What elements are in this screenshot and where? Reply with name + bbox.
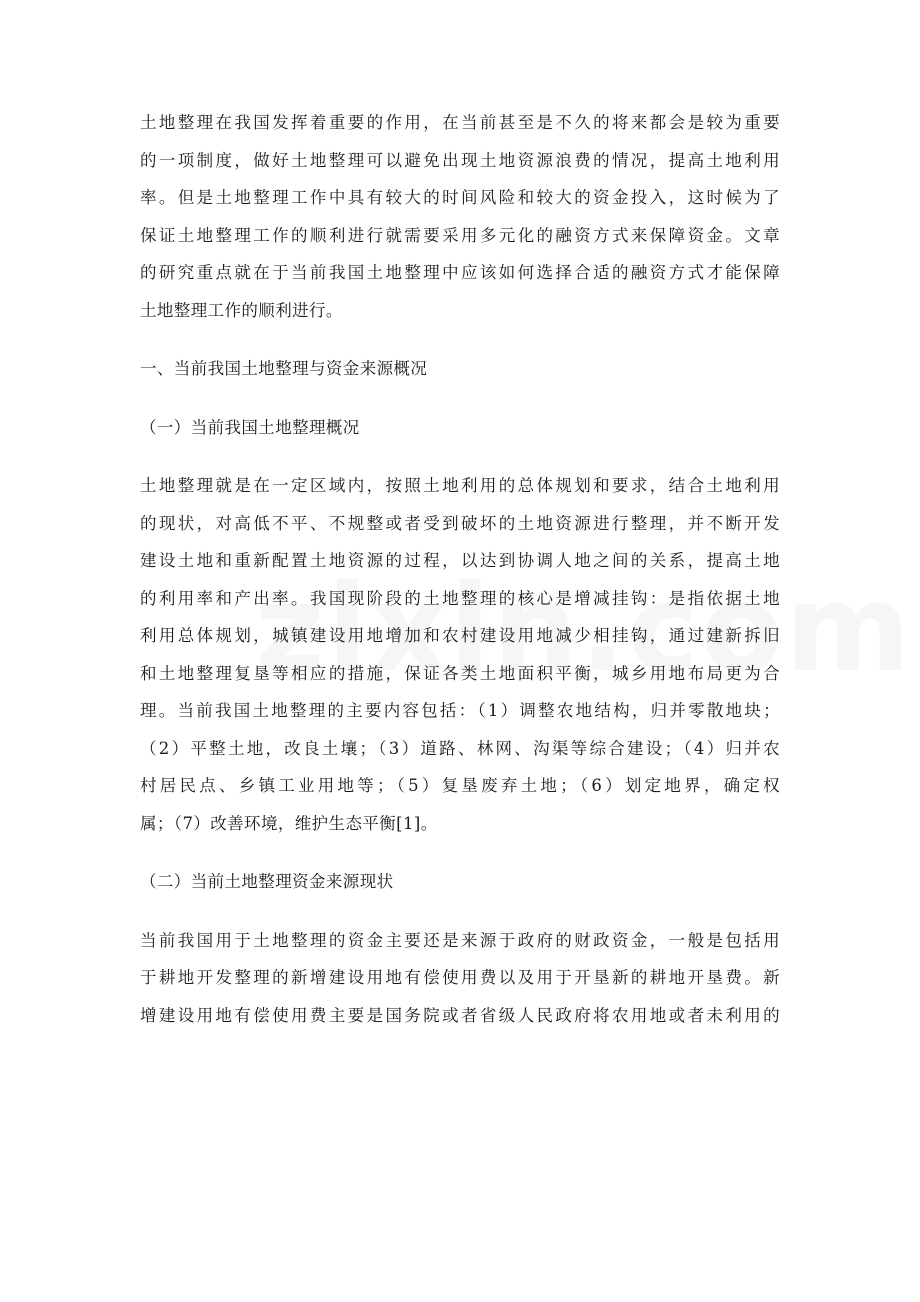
text-line: 土地整理在我国发挥着重要的作用，在当前甚至是不久的将来都会是较为重要	[140, 113, 780, 132]
text-line: 当前我国用于土地整理的资金主要还是来源于政府的财政资金，一般是包括用	[140, 930, 780, 950]
text-line: 属；（7）改善环境，维护生态平衡[1]。	[140, 813, 438, 833]
text-line: 土地整理工作的顺利进行。	[140, 300, 343, 320]
text-line: 保证土地整理工作的顺利进行就需要采用多元化的融资方式来保障资金。文章	[140, 225, 780, 245]
text-line: 和土地整理复垦等相应的措施，保证各类土地面积平衡，城乡用地布局更为合	[140, 663, 780, 683]
text-line: 土地整理就是在一定区域内，按照土地利用的总体规划和要求，结合土地利用	[140, 476, 780, 495]
text-line: 率。但是土地整理工作中具有较大的时间风险和较大的资金投入，这时候为了	[140, 188, 780, 207]
text-line: 的研究重点就在于当前我国土地整理中应该如何选择合适的融资方式才能保障	[140, 263, 780, 282]
text-line: 理。当前我国土地整理的主要内容包括：（1）调整农地结构，归并零散地块；	[140, 701, 780, 720]
text-line: （2）平整土地，改良土壤；（3）道路、林网、沟渠等综合建设；（4）归并农	[140, 738, 780, 758]
text-line: 增建设用地有偿使用费主要是国务院或者省级人民政府将农用地或者未利用的	[140, 1005, 780, 1025]
overview-paragraph	[140, 467, 780, 842]
text-line: 利用总体规划，城镇建设用地增加和农村建设用地减少相挂钩，通过建新拆旧	[140, 626, 780, 645]
text-line: 的利用率和产出率。我国现阶段的土地整理的核心是增减挂钩：是指依据土地	[140, 588, 780, 608]
funding-paragraph	[140, 922, 780, 1035]
subsection-heading: （一）当前我国土地整理概况	[140, 417, 360, 437]
document-body	[140, 104, 780, 1055]
text-line: 的现状，对高低不平、不规整或者受到破坏的土地资源进行整理，并不断开发	[140, 513, 780, 533]
text-line: 建设土地和重新配置土地资源的过程，以达到协调人地之间的关系，提高土地	[140, 551, 780, 570]
intro-paragraph	[140, 104, 780, 329]
section-heading: 一、当前我国土地整理与资金来源概况	[140, 359, 428, 378]
subsection-heading: （二）当前土地整理资金来源现状	[140, 872, 394, 891]
text-line: 于耕地开发整理的新增建设用地有偿使用费以及用于开垦新的耕地开垦费。新	[140, 968, 780, 987]
text-line: 的一项制度，做好土地整理可以避免出现土地资源浪费的情况，提高土地利用	[140, 150, 780, 170]
text-line: 村居民点、乡镇工业用地等；（5）复垦废弃土地；（6）划定地界，确定权	[140, 776, 780, 795]
